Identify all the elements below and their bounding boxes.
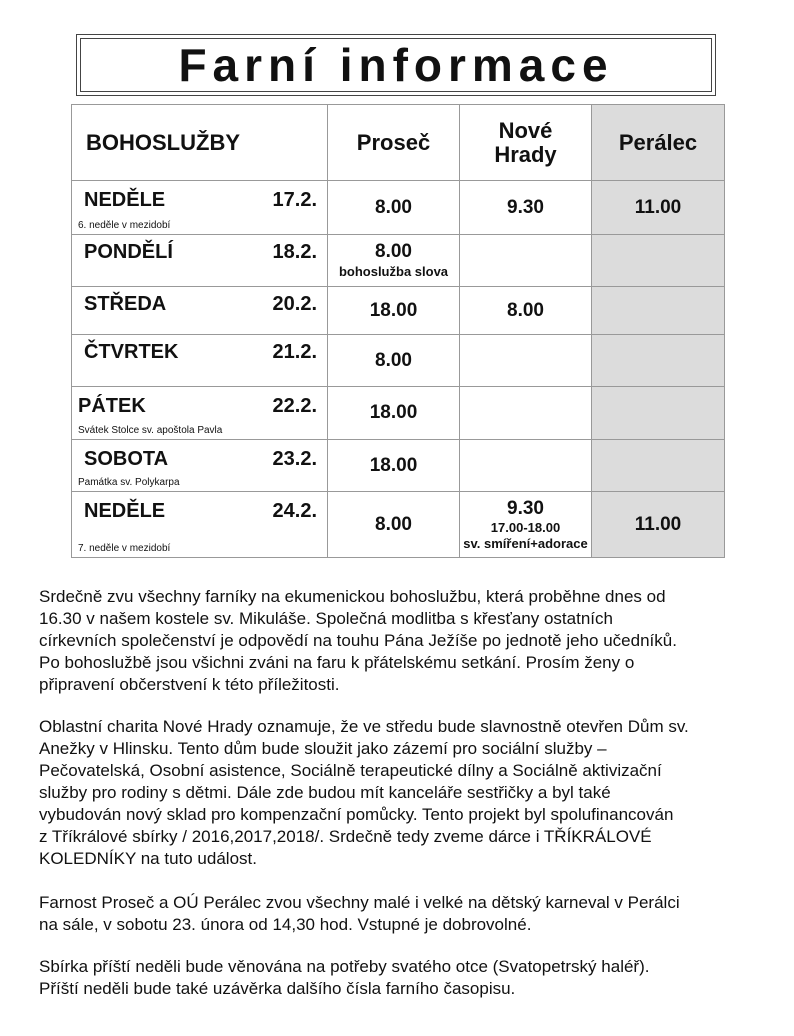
table-row	[72, 335, 725, 387]
prosec-cell	[328, 440, 460, 492]
nove-hrady-cell	[460, 287, 592, 335]
day-cell	[72, 287, 328, 335]
prosec-time: 18.00	[369, 299, 418, 321]
paragraph-line: Anežky v Hlinsku. Tento dům bude sloužit jako zázemí pro sociální služby –	[39, 739, 607, 758]
peralec-cell	[592, 181, 725, 235]
peralec-cell	[592, 440, 725, 492]
paragraph-line: služby pro rodiny s dětmi. Dále zde budou mít kanceláře sestřičky a byl také	[39, 783, 611, 802]
day-date: 22.2.	[272, 395, 317, 417]
table-row	[72, 181, 725, 235]
day-date: 23.2.	[272, 448, 317, 470]
paragraph-line: Po bohoslužbě jsou všichni zváni na faru k přátelskému setkání. Prosím ženy o	[39, 653, 635, 672]
day-note: 6. neděle v mezidobí	[78, 220, 171, 231]
peralec-cell	[592, 287, 725, 335]
paragraph-line: Pečovatelská, Osobní asistence, Sociálně terapeutické dílny a Sociálně aktivizační	[39, 761, 662, 780]
prosec-cell	[328, 335, 460, 387]
paragraph-line: na sále, v sobotu 23. února od 14,30 hod. Vstupné je dobrovolné.	[39, 915, 532, 934]
paragraph-line: Srdečně zvu všechny farníky na ekumenickou bohoslužbu, která proběhne dnes od	[39, 587, 666, 606]
prosec-cell	[328, 235, 460, 287]
table-row	[72, 440, 725, 492]
day-cell	[72, 387, 328, 440]
peralec-cell	[592, 235, 725, 287]
prosec-time: 8.00	[375, 349, 412, 371]
nove-hrady-cell	[460, 335, 592, 387]
prosec-time: 8.00	[375, 513, 412, 535]
day-note: Svátek Stolce sv. apoštola Pavla	[78, 425, 223, 436]
day-name: SOBOTA	[84, 448, 169, 470]
day-cell	[72, 181, 328, 235]
header-peralec: Perálec	[592, 105, 725, 181]
announcement-paragraph	[39, 892, 759, 936]
nove-hrady-cell	[460, 387, 592, 440]
nove-hrady-cell	[460, 181, 592, 235]
prosec-time: 18.00	[369, 454, 418, 476]
nove-hrady-cell	[460, 235, 592, 287]
day-date: 17.2.	[272, 189, 317, 211]
header-services: BOHOSLUŽBY	[72, 105, 328, 181]
day-cell	[72, 440, 328, 492]
day-name: STŘEDA	[84, 293, 167, 315]
page-title: Farní informace	[80, 38, 712, 92]
day-name: PÁTEK	[78, 395, 146, 417]
nove-hrady-extra-note: sv. smíření+adorace	[463, 535, 588, 551]
peralec-cell	[592, 387, 725, 440]
peralec-time: 11.00	[634, 196, 682, 218]
day-date: 21.2.	[272, 341, 317, 363]
nove-hrady-time: 8.00	[507, 299, 544, 321]
peralec-cell	[592, 335, 725, 387]
nove-hrady-time: 9.30	[507, 196, 544, 218]
announcement-paragraph	[39, 956, 759, 1000]
paragraph-line: Příští neděli bude také uzávěrka dalšího čísla farního časopisu.	[39, 979, 516, 998]
prosec-cell	[328, 387, 460, 440]
announcement-paragraph	[39, 716, 759, 870]
table-row	[72, 492, 725, 558]
table-row	[72, 387, 725, 440]
paragraph-line: Sbírka příští neděli bude věnována na potřeby svatého otce (Svatopetrský haléř).	[39, 957, 650, 976]
announcements	[39, 586, 759, 1000]
paragraph-line: Oblastní charita Nové Hrady oznamuje, že ve středu bude slavnostně otevřen Dům sv.	[39, 717, 689, 736]
header-nove-hrady: Nové Hrady	[460, 105, 592, 181]
nove-hrady-extra-time: 17.00-18.00	[490, 519, 561, 535]
prosec-cell	[328, 492, 460, 558]
prosec-time: 8.00	[375, 196, 412, 218]
peralec-time: 11.00	[634, 513, 682, 535]
day-name: PONDĚLÍ	[84, 241, 173, 263]
nove-hrady-cell	[460, 440, 592, 492]
day-note: Památka sv. Polykarpa	[78, 477, 180, 488]
paragraph-line: církevních společenství je odpovědí na touhu Pána Ježíše po jednotě jeho učedníků.	[39, 631, 677, 650]
paragraph-line: vybudován nový sklad pro kompenzační pomůcky. Tento projekt byl spolufinancován	[39, 805, 674, 824]
prosec-cell	[328, 181, 460, 235]
day-date: 18.2.	[272, 241, 317, 263]
schedule-table	[71, 104, 725, 558]
day-note: 7. neděle v mezidobí	[78, 543, 171, 554]
paragraph-line: z Tříkrálové sbírky / 2016,2017,2018/. Srdečně tedy zveme dárce i TŘÍKRÁLOVÉ	[39, 827, 652, 846]
day-cell	[72, 492, 328, 558]
prosec-cell	[328, 287, 460, 335]
paragraph-line: připravení občerstvení k této příležitosti.	[39, 675, 340, 694]
day-name: NEDĚLE	[84, 189, 166, 211]
paragraph-line: 16.30 v našem kostele sv. Mikuláše. Společná modlitba s křesťany ostatních	[39, 609, 613, 628]
table-row	[72, 235, 725, 287]
day-name: ČTVRTEK	[84, 341, 179, 363]
nove-hrady-cell	[460, 492, 592, 558]
announcement-paragraph	[39, 586, 759, 696]
prosec-subnote: bohoslužba slova	[338, 263, 449, 279]
day-cell	[72, 335, 328, 387]
day-date: 24.2.	[272, 500, 317, 522]
day-date: 20.2.	[272, 293, 317, 315]
table-header-row	[72, 105, 725, 181]
prosec-time: 18.00	[369, 402, 418, 423]
paragraph-line: Farnost Proseč a OÚ Perálec zvou všechny malé i velké na dětský karneval v Perálci	[39, 893, 680, 912]
title-frame	[76, 34, 716, 96]
day-cell	[72, 235, 328, 287]
paragraph-line: KOLEDNÍKY na tuto událost.	[39, 849, 257, 868]
peralec-cell	[592, 492, 725, 558]
nove-hrady-time: 9.30	[507, 497, 544, 519]
day-name: NEDĚLE	[84, 500, 166, 522]
header-prosec: Proseč	[328, 105, 460, 181]
table-row	[72, 287, 725, 335]
prosec-time: 8.00	[375, 240, 412, 262]
